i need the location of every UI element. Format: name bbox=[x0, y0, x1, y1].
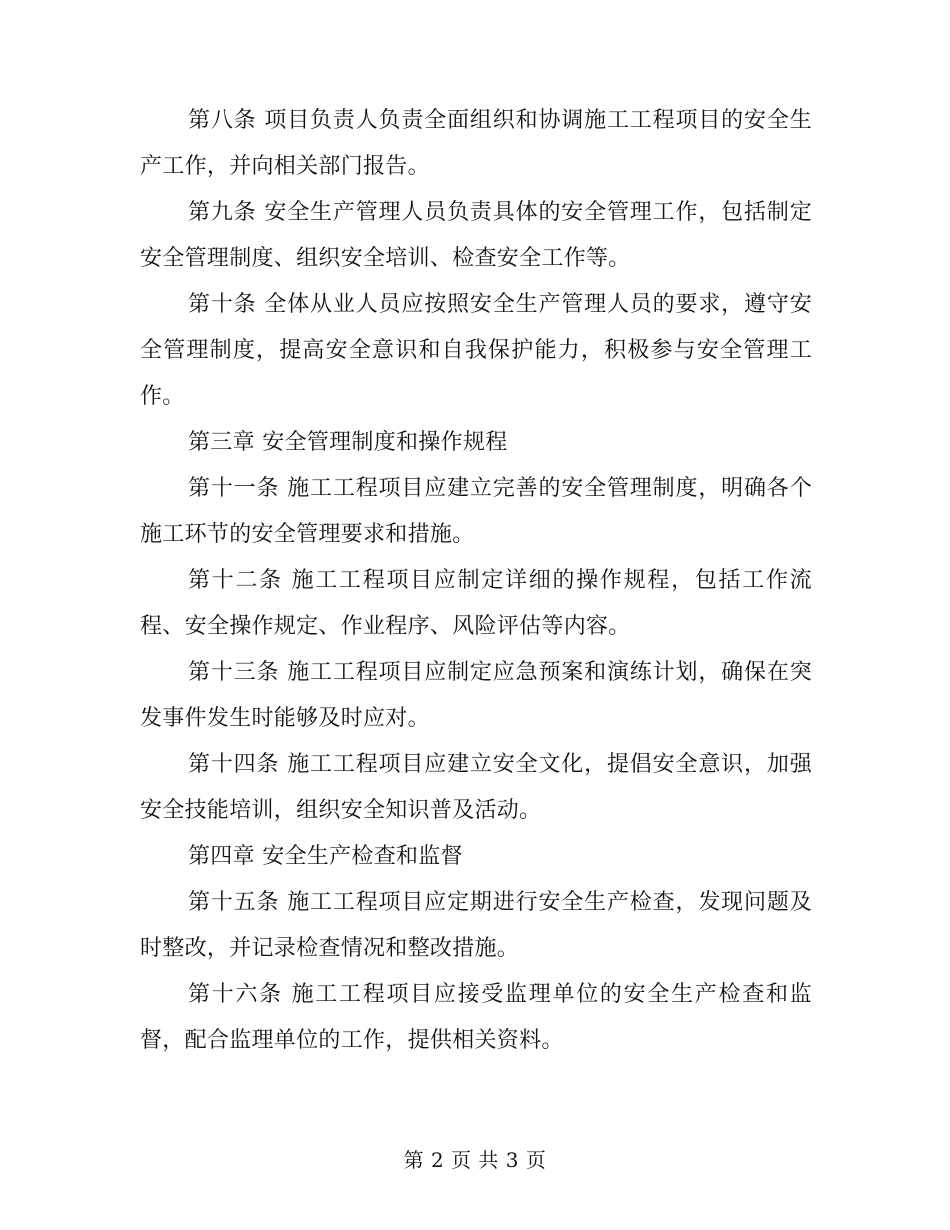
article-12: 第十二条 施工工程项目应制定详细的操作规程，包括工作流程、安全操作规定、作业程序、风险评估等内容。 bbox=[140, 568, 812, 639]
document-body bbox=[140, 98, 812, 1064]
article-9: 第九条 安全生产管理人员负责具体的安全管理工作，包括制定安全管理制度、组织安全培训、检查安全工作等。 bbox=[140, 200, 812, 271]
article-13: 第十三条 施工工程项目应制定应急预案和演练计划，确保在突发事件发生时能够及时应对。 bbox=[140, 660, 812, 731]
page-number-footer: 第 2 页 共 3 页 bbox=[403, 1148, 547, 1172]
article-11: 第十一条 施工工程项目应建立完善的安全管理制度，明确各个施工环节的安全管理要求和措施。 bbox=[140, 476, 812, 547]
article-10: 第十条 全体从业人员应按照安全生产管理人员的要求，遵守安全管理制度，提高安全意识和自我保护能力，积极参与安全管理工作。 bbox=[140, 292, 812, 409]
article-14: 第十四条 施工工程项目应建立安全文化，提倡安全意识，加强安全技能培训，组织安全知识普及活动。 bbox=[140, 752, 812, 823]
article-8: 第八条 项目负责人负责全面组织和协调施工工程项目的安全生产工作，并向相关部门报告。 bbox=[140, 108, 812, 179]
chapter-3-heading: 第三章 安全管理制度和操作规程 bbox=[188, 430, 508, 455]
article-16: 第十六条 施工工程项目应接受监理单位的安全生产检查和监督，配合监理单位的工作，提供相关资料。 bbox=[140, 982, 812, 1053]
chapter-4-heading: 第四章 安全生产检查和监督 bbox=[188, 844, 463, 869]
article-15: 第十五条 施工工程项目应定期进行安全生产检查，发现问题及时整改，并记录检查情况和整改措施。 bbox=[140, 890, 812, 961]
